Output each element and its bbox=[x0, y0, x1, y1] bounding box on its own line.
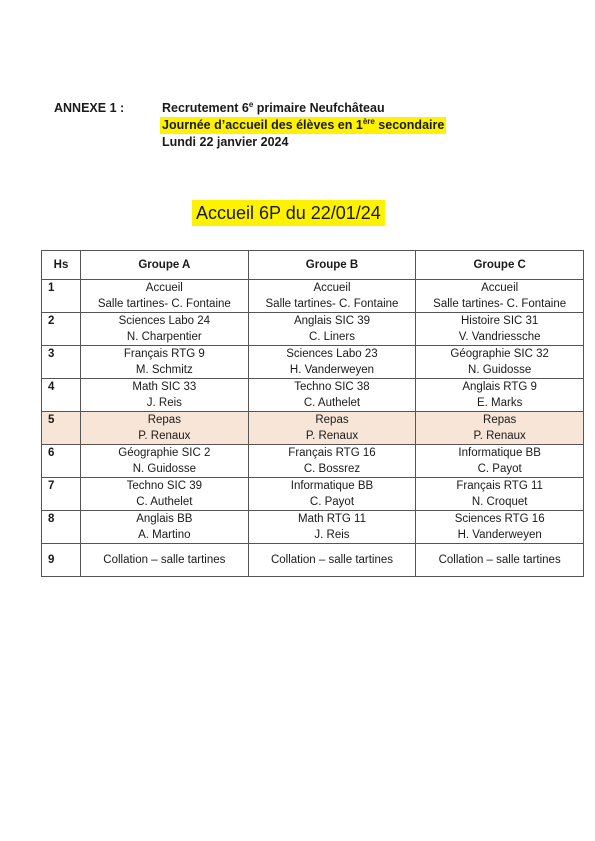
cell-line: Salle tartines- C. Fontaine bbox=[433, 298, 567, 310]
cell-line: V. Vandriessche bbox=[458, 331, 541, 343]
cell-line: E. Marks bbox=[476, 397, 523, 409]
cell-line: P. Renaux bbox=[473, 430, 526, 442]
table-row bbox=[42, 313, 584, 346]
cell-line: Techno SIC 38 bbox=[294, 381, 370, 393]
table-row bbox=[42, 346, 584, 379]
group-c-cell bbox=[416, 379, 584, 412]
header-welcome-day: Journée d’accueil des élèves en 1ère secondaire bbox=[162, 116, 445, 132]
hour-cell: 6 bbox=[42, 445, 81, 478]
group-b-cell bbox=[248, 445, 416, 478]
cell-line: Français RTG 11 bbox=[456, 480, 543, 492]
group-a-cell bbox=[81, 280, 249, 313]
group-a-cell bbox=[81, 478, 249, 511]
column-header-groupe-a: Groupe A bbox=[81, 251, 249, 280]
cell-line: C. Authelet bbox=[303, 397, 361, 409]
table-row bbox=[42, 412, 584, 445]
cell-line: C. Bossrez bbox=[303, 463, 361, 475]
table-row bbox=[42, 280, 584, 313]
cell-line: Math RTG 11 bbox=[298, 513, 366, 525]
group-b-cell bbox=[248, 379, 416, 412]
cell-line: Géographie SIC 2 bbox=[118, 447, 211, 459]
cell-line: N. Guidosse bbox=[468, 364, 532, 376]
cell-line: C. Payot bbox=[477, 463, 522, 475]
group-a-cell bbox=[81, 379, 249, 412]
schedule-title: Accueil 6P du 22/01/24 bbox=[192, 200, 385, 226]
header-date: Lundi 22 janvier 2024 bbox=[162, 135, 289, 149]
group-c-cell bbox=[416, 511, 584, 544]
header-row-1 bbox=[54, 100, 446, 117]
cell-line: Accueil bbox=[481, 282, 519, 294]
group-c-cell bbox=[416, 445, 584, 478]
column-header-hs: Hs bbox=[42, 251, 81, 280]
cell-line: Repas bbox=[147, 414, 181, 426]
group-b-cell bbox=[248, 346, 416, 379]
cell-line: Sciences Labo 24 bbox=[118, 315, 211, 327]
cell-line: Accueil bbox=[145, 282, 183, 294]
hour-cell: 2 bbox=[42, 313, 81, 346]
cell-line: P. Renaux bbox=[138, 430, 191, 442]
group-a-cell bbox=[81, 412, 249, 445]
cell-line: Collation – salle tartines bbox=[270, 554, 394, 566]
group-c-cell bbox=[416, 478, 584, 511]
table-row bbox=[42, 379, 584, 412]
cell-line: C. Payot bbox=[309, 496, 355, 508]
group-b-cell bbox=[248, 280, 416, 313]
cell-line: C. Liners bbox=[308, 331, 355, 343]
cell-line: C. Authelet bbox=[136, 496, 193, 508]
cell-line: Sciences Labo 23 bbox=[286, 348, 378, 360]
column-header-groupe-c: Groupe C bbox=[416, 251, 584, 280]
cell-line: Repas bbox=[483, 414, 517, 426]
cell-line: Informatique BB bbox=[290, 480, 374, 492]
cell-line: Techno SIC 39 bbox=[126, 480, 203, 492]
annex-label: ANNEXE 1 : bbox=[54, 101, 125, 115]
group-b-cell bbox=[248, 313, 416, 346]
cell-line: M. Schmitz bbox=[135, 364, 193, 376]
table-row bbox=[42, 511, 584, 544]
cell-line: Accueil bbox=[313, 282, 351, 294]
document-header bbox=[54, 100, 446, 151]
group-a-cell bbox=[81, 544, 249, 577]
header-recruitment: Recrutement 6e primaire Neufchâteau bbox=[162, 99, 385, 115]
hour-cell: 7 bbox=[42, 478, 81, 511]
cell-line: N. Guidosse bbox=[132, 463, 196, 475]
hour-cell: 8 bbox=[42, 511, 81, 544]
table-row bbox=[42, 478, 584, 511]
header-row-3 bbox=[54, 134, 446, 151]
column-header-groupe-b: Groupe B bbox=[248, 251, 416, 280]
cell-line: P. Renaux bbox=[305, 430, 359, 442]
cell-line: Collation – salle tartines bbox=[103, 554, 226, 566]
cell-line: Collation – salle tartines bbox=[438, 554, 561, 566]
cell-line: J. Reis bbox=[314, 529, 350, 541]
group-a-cell bbox=[81, 346, 249, 379]
hour-cell: 9 bbox=[42, 544, 81, 577]
group-a-cell bbox=[81, 445, 249, 478]
table-row bbox=[42, 544, 584, 577]
cell-line: Français RTG 9 bbox=[123, 348, 205, 360]
hour-cell: 1 bbox=[42, 280, 81, 313]
cell-line: Informatique BB bbox=[458, 447, 541, 459]
group-a-cell bbox=[81, 313, 249, 346]
cell-line: Anglais SIC 39 bbox=[293, 315, 371, 327]
hour-cell: 5 bbox=[42, 412, 81, 445]
cell-line: H. Vanderweyen bbox=[457, 529, 542, 541]
cell-line: N. Croquet bbox=[471, 496, 528, 508]
group-a-cell bbox=[81, 511, 249, 544]
hour-cell: 3 bbox=[42, 346, 81, 379]
group-b-cell bbox=[248, 412, 416, 445]
cell-line: Repas bbox=[315, 414, 349, 426]
group-b-cell bbox=[248, 544, 416, 577]
cell-line: Math SIC 33 bbox=[132, 381, 197, 393]
cell-line: Géographie SIC 32 bbox=[450, 348, 549, 360]
cell-line: Français RTG 16 bbox=[288, 447, 376, 459]
hour-cell: 4 bbox=[42, 379, 81, 412]
cell-line: Anglais BB bbox=[136, 513, 193, 525]
cell-line: Histoire SIC 31 bbox=[460, 315, 539, 327]
group-c-cell bbox=[416, 412, 584, 445]
header-row-2 bbox=[54, 117, 446, 134]
cell-line: Sciences RTG 16 bbox=[454, 513, 545, 525]
group-c-cell bbox=[416, 544, 584, 577]
cell-line: N. Charpentier bbox=[126, 331, 202, 343]
group-c-cell bbox=[416, 346, 584, 379]
cell-line: Salle tartines- C. Fontaine bbox=[265, 298, 399, 310]
table-row bbox=[42, 445, 584, 478]
cell-line: Salle tartines- C. Fontaine bbox=[97, 298, 231, 310]
group-b-cell bbox=[248, 478, 416, 511]
group-b-cell bbox=[248, 511, 416, 544]
table-header-row bbox=[42, 251, 584, 280]
schedule-table bbox=[41, 250, 584, 577]
cell-line: H. Vanderweyen bbox=[289, 364, 375, 376]
cell-line: A. Martino bbox=[138, 529, 191, 541]
cell-line: Anglais RTG 9 bbox=[462, 381, 537, 393]
group-c-cell bbox=[416, 280, 584, 313]
cell-line: J. Reis bbox=[146, 397, 182, 409]
group-c-cell bbox=[416, 313, 584, 346]
